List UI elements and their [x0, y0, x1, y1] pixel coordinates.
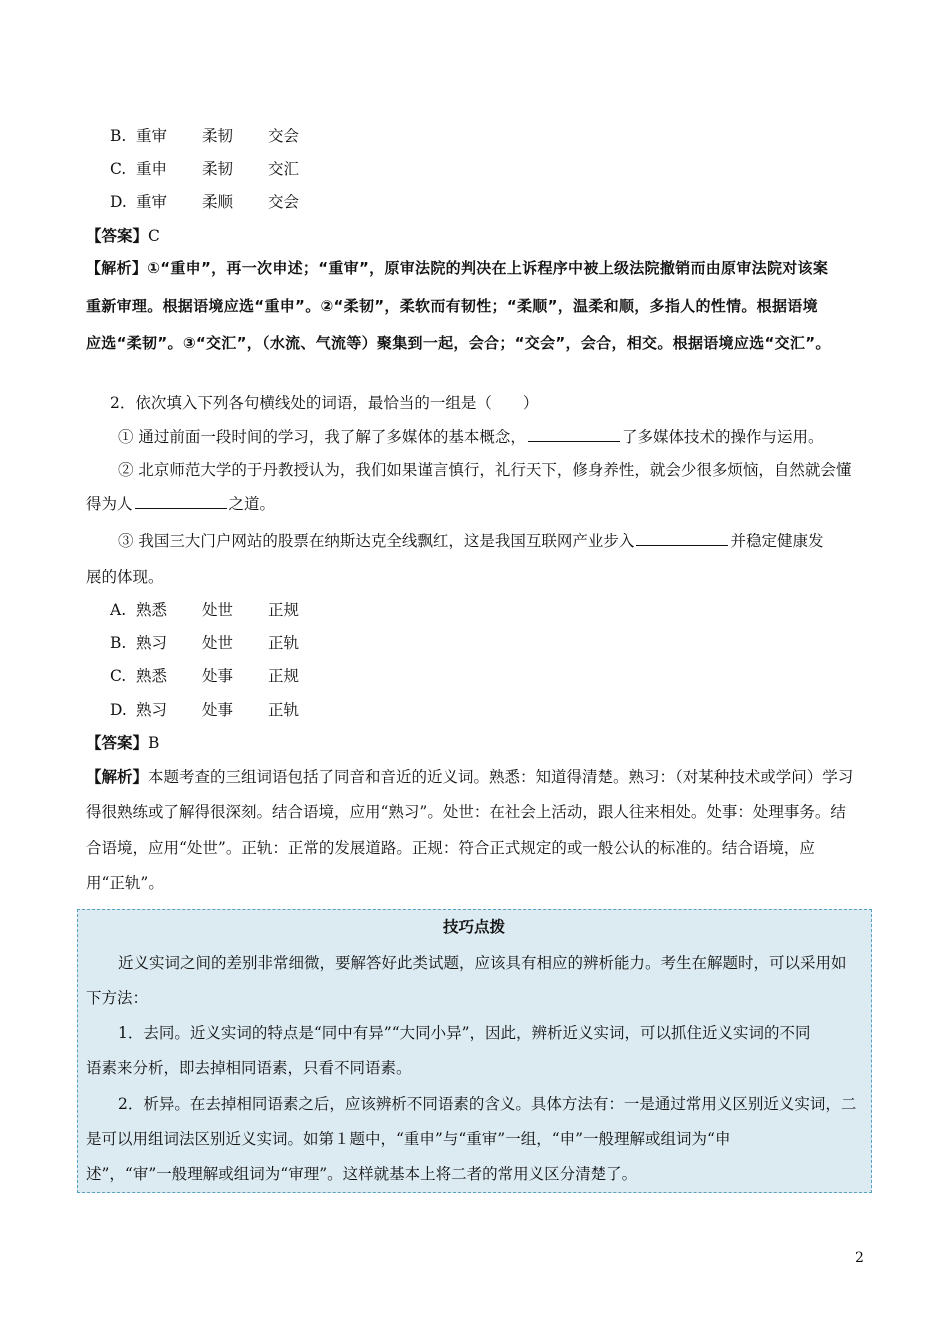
q2-option-d	[110, 698, 299, 722]
q1-analysis-line-1	[86, 256, 828, 280]
option-word-1: 熟悉	[136, 667, 168, 685]
q2-option-a	[110, 598, 299, 622]
q2-analysis-line-4: 用“正轨”。	[86, 874, 164, 892]
analysis-text: ①“重申”，再一次申述；“重审”，原审法院的判决在上诉程序中被上级法院撤销而由原审法院对该案	[147, 259, 829, 277]
sentence-text: 得为人	[86, 495, 133, 513]
q2-sentence-2-line-2	[86, 492, 275, 516]
option-label: D.	[110, 193, 127, 211]
q2-analysis-line-3: 合语境，应用“处世”。正轨：正常的发展道路。正规：符合正式规定的或一般公认的标准的。结合语境，应	[86, 839, 815, 857]
q2-sentence-3-line-1	[118, 529, 823, 553]
analysis-text: 本题考查的三组词语包括了同音和音近的近义词。熟悉：知道得清楚。熟习：（对某种技术或学问）学习	[148, 768, 854, 786]
tips-para-2-line-1: 1．去同。近义实词的特点是“同中有异”“大同小异”，因此，辨析近义实词，可以抓住近义实词的不同	[118, 1024, 811, 1042]
sentence-text: 之道。	[228, 495, 276, 513]
option-label: C.	[110, 667, 127, 685]
q2-option-c	[110, 664, 299, 688]
option-label: D.	[110, 701, 127, 719]
option-label: A.	[110, 601, 127, 619]
q1-option-b	[110, 124, 299, 148]
option-word-2: 处世	[202, 634, 234, 652]
q1-answer	[86, 224, 160, 248]
q1-option-d	[110, 190, 299, 214]
q2-stem: 2．依次填入下列各句横线处的词语，最恰当的一组是（ ）	[110, 394, 539, 412]
q2-sentence-1	[118, 425, 823, 449]
option-word-3: 正轨	[268, 634, 300, 652]
tips-box	[77, 909, 872, 1193]
q2-analysis-line-2: 得很熟练或了解得很深刻。结合语境，应用“熟习”。处世：在社会上活动，跟人往来相处。处事：处理事务。结	[86, 803, 846, 821]
option-word-3: 交会	[268, 127, 300, 145]
sentence-text: ③ 我国三大门户网站的股票在纳斯达克全线飘红，这是我国互联网产业步入	[118, 532, 635, 550]
fill-blank-2	[135, 492, 227, 509]
q2-analysis-line-1	[86, 765, 853, 789]
analysis-label: 【解析】	[86, 768, 149, 786]
sentence-text: ① 通过前面一段时间的学习，我了解了多媒体的基本概念，	[118, 428, 526, 446]
q1-analysis-line-2: 重新审理。根据语境应选“重申”。②“柔韧”，柔软而有韧性；“柔顺”，温柔和顺，多指人的性情。根据语境	[86, 297, 818, 315]
option-word-2: 处世	[202, 601, 234, 619]
option-word-2: 处事	[202, 701, 234, 719]
option-word-1: 重审	[136, 193, 168, 211]
option-word-2: 处事	[202, 667, 234, 685]
option-word-3: 交会	[268, 193, 300, 211]
fill-blank-3	[636, 529, 728, 546]
tips-para-1-line-1: 近义实词之间的差别非常细微，要解答好此类试题，应该具有相应的辨析能力。考生在解题时，可以采用如	[118, 954, 847, 972]
option-word-1: 重审	[136, 127, 168, 145]
sentence-text: 了多媒体技术的操作与运用。	[621, 428, 824, 446]
option-word-1: 重申	[136, 160, 168, 178]
fill-blank-1	[528, 425, 620, 442]
option-word-3: 交汇	[268, 160, 300, 178]
answer-value: B	[148, 734, 160, 752]
tips-para-3-line-1: 2．析异。在去掉相同语素之后，应该辨析不同语素的含义。具体方法有：一是通过常用义区别近义实词，二	[118, 1095, 857, 1113]
q2-answer	[86, 731, 159, 755]
q1-analysis-line-3: 应选“柔韧”。③“交汇”，（水流、气流等）聚集到一起，会合；“交会”，会合，相交。根据语境应选“交汇”。	[86, 334, 831, 352]
sentence-text: 并稳定健康发	[730, 532, 824, 550]
q2-sentence-2-line-1: ② 北京师范大学的于丹教授认为，我们如果谨言慎行，礼行天下，修身养性，就会少很多烦恼，自然就会懂	[118, 461, 852, 479]
q1-option-c	[110, 157, 299, 181]
option-word-2: 柔韧	[202, 160, 234, 178]
option-word-1: 熟习	[136, 634, 168, 652]
tips-para-3-line-2: 是可以用组词法区别近义实词。如第１题中，“重申”与“重审”一组，“申”一般理解或组词为“申	[86, 1130, 731, 1148]
option-word-3: 正规	[268, 667, 300, 685]
page-number: 2	[855, 1250, 864, 1266]
option-label: C.	[110, 160, 127, 178]
option-word-2: 柔顺	[202, 193, 234, 211]
tips-para-1-line-2: 下方法：	[86, 989, 149, 1007]
answer-label: 【答案】	[86, 227, 149, 245]
analysis-label: 【解析】	[86, 259, 148, 277]
q2-option-b	[110, 631, 299, 655]
option-word-1: 熟悉	[136, 601, 168, 619]
option-word-1: 熟习	[136, 701, 168, 719]
tips-para-2-line-2: 语素来分析，即去掉相同语素，只看不同语素。	[86, 1059, 412, 1077]
q2-sentence-3-line-2: 展的体现。	[86, 568, 164, 586]
answer-value: C	[148, 227, 160, 245]
answer-label: 【答案】	[86, 734, 149, 752]
option-label: B.	[110, 127, 127, 145]
option-label: B.	[110, 634, 127, 652]
option-word-2: 柔韧	[202, 127, 234, 145]
tips-para-3-line-3: 述”，“审”一般理解或组词为“审理”。这样就基本上将二者的常用义区分清楚了。	[86, 1165, 638, 1183]
option-word-3: 正规	[268, 601, 300, 619]
tips-title: 技巧点拨	[442, 918, 505, 936]
option-word-3: 正轨	[268, 701, 300, 719]
